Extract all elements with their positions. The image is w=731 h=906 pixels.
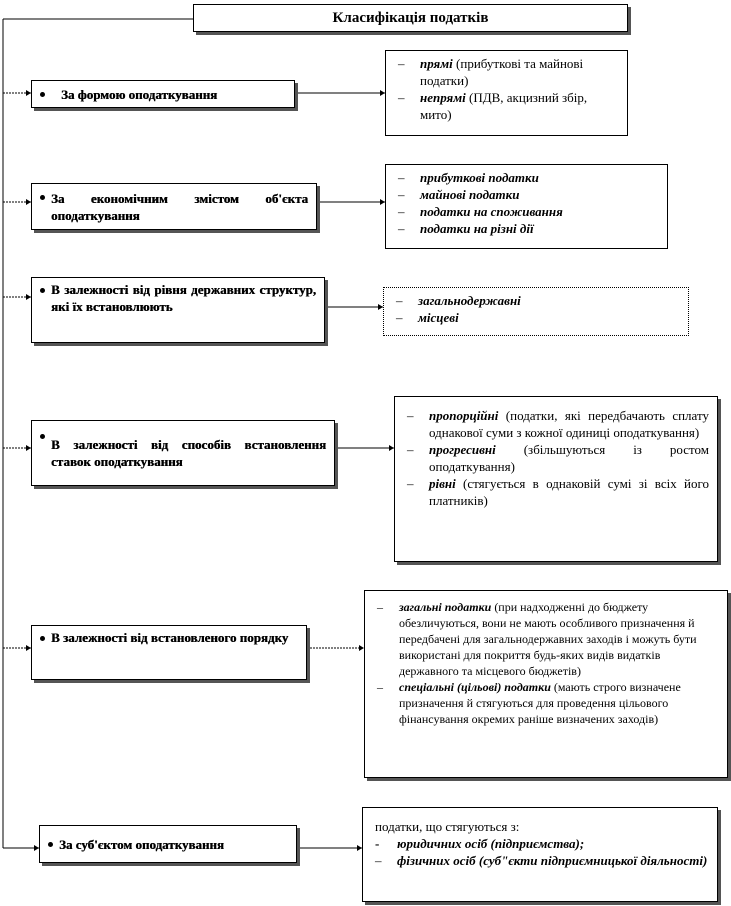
details-established-order — [364, 590, 728, 778]
list-item: – прибуткові податки — [398, 170, 539, 185]
details-government-level — [383, 287, 689, 336]
bullet-icon — [40, 434, 45, 439]
bullet-icon — [40, 636, 45, 641]
list-item: - юридичних осіб (підприємства); — [375, 836, 585, 851]
list-item: – пропорційні (податки, які передбачають сплату однакової суми з кожної одиниці оподаткування) — [407, 408, 709, 440]
category-label: За суб'єктом оподаткування — [59, 836, 224, 852]
category-label: В залежності від рівня державних структур, які їх встановлюють — [51, 282, 316, 314]
list-item: – майнові податки — [398, 187, 520, 202]
list-item: – податки на різні дії — [398, 221, 534, 236]
details-tax-form — [385, 50, 628, 136]
list-item: – податки на споживання — [398, 204, 563, 219]
list-item: – загальнодержавні — [396, 293, 521, 308]
list-item: – рівні (стягується в однаковій сумі зі всіх його платників) — [407, 476, 709, 508]
category-rate-setting — [31, 420, 335, 486]
list-item: – прогресивні (збільшуються із ростом оподаткування) — [407, 442, 709, 474]
bullet-icon — [48, 842, 53, 847]
bullet-icon — [40, 195, 45, 200]
list-item: – прямі (прибуткові та майнові податки) — [398, 56, 584, 88]
details-economic-content — [385, 164, 668, 249]
category-label: В залежності від встановленого порядку — [51, 630, 289, 645]
list-item: – місцеві — [396, 310, 459, 325]
list-item: – непрямі (ПДВ, акцизний збір, мито) — [398, 90, 588, 122]
list-item: – загальні податки (при надходженні до бюджету обезличуються, вони не мають особливого призначення й передбачені для загальнодержавних заходів і можуть бути використані для покриття будь-яких видів видатків державного та місцевого бюджетів) — [377, 600, 697, 678]
details-rate-setting — [394, 396, 718, 562]
category-label: За економічним змістом об'єкта оподаткування — [51, 190, 308, 223]
category-label: В залежності від способів встановлення ставок оподаткування — [51, 437, 326, 469]
category-established-order — [31, 625, 307, 680]
category-tax-form — [31, 80, 295, 108]
category-label: За формою оподаткування — [61, 86, 218, 102]
details-intro: податки, що стягуються з: — [375, 819, 520, 834]
details-tax-subject — [362, 807, 718, 902]
bullet-icon — [40, 92, 45, 97]
category-government-level — [31, 277, 325, 343]
category-economic-content — [31, 183, 317, 230]
list-item: – фізичних осіб (суб"єкти підприємницької діяльності) — [375, 853, 708, 868]
category-tax-subject — [39, 825, 297, 863]
list-item: – спеціальні (цільові) податки (мають строго визначене призначення й стягуються для проведення цільового фінансування окремих раніше визначених заходів) — [377, 680, 681, 726]
bullet-icon — [40, 288, 45, 293]
diagram-title: Класифікація податків — [193, 4, 628, 32]
